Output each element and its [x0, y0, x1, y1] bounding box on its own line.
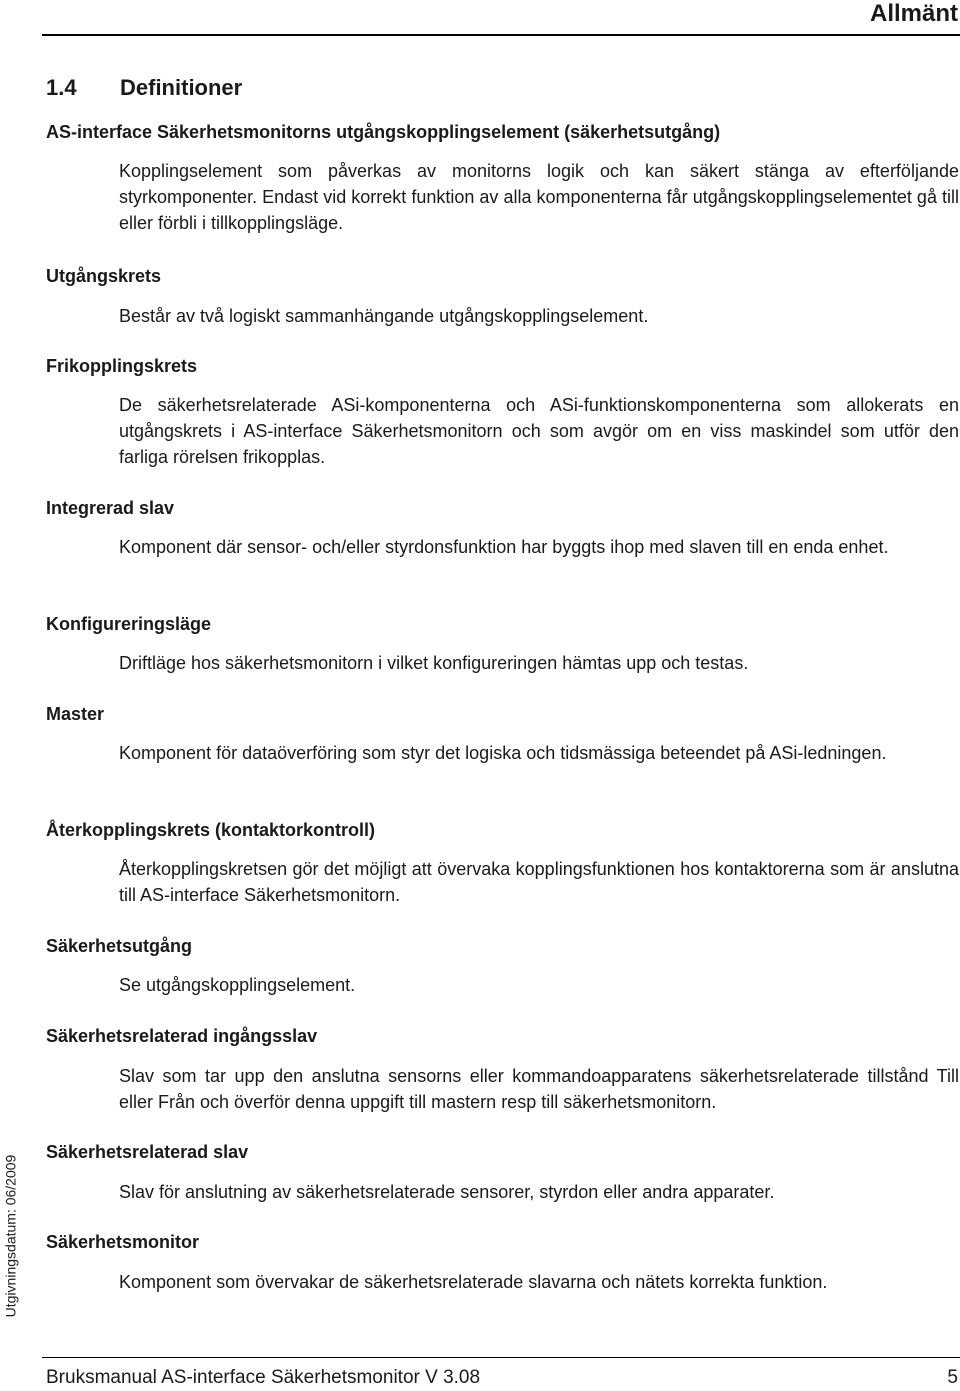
definition-text: Slav som tar upp den anslutna sensorns eller kommandoapparatens säkerhetsrelaterade tillstånd Till eller Från och överför denna uppgift till mastern resp till säkerhetsmonitorn.: [119, 1066, 959, 1112]
section-title: Definitioner: [120, 75, 243, 100]
definition-text: Driftläge hos säkerhetsmonitorn i vilket konfigureringen hämtas upp och testas.: [119, 653, 749, 673]
definition-text: De säkerhetsrelaterade ASi-komponenterna och ASi-funktionskomponenterna som allokerats en utgångskrets i AS-interface Säkerhetsmonitorn och som avgör om en viss maskindel som utför den farliga rörelsen frikopplas.: [119, 395, 959, 467]
definition-term: Frikopplingskrets: [46, 356, 198, 376]
definition-text: Se utgångskopplingselement.: [119, 975, 356, 995]
definition-term: AS-interface Säkerhetsmonitorns utgångskopplingselement (säkerhetsutgång): [46, 122, 721, 142]
definition-term: Utgångskrets: [46, 266, 162, 286]
definition-text: Består av två logiskt sammanhängande utgångskopplingselement.: [119, 306, 649, 326]
definition-term: Återkopplingskrets (kontaktorkontroll): [46, 820, 376, 840]
definition-term: Säkerhetsutgång: [46, 936, 193, 956]
header-divider: [42, 34, 960, 36]
footer-divider: [42, 1357, 960, 1358]
page-number: 5: [947, 1367, 958, 1388]
section-number: 1.4: [46, 75, 77, 100]
chapter-title: Allmänt: [869, 0, 958, 27]
section-heading: [46, 74, 242, 102]
issue-date-text: Utgivningsdatum: 06/2009: [2, 1154, 19, 1318]
definition-term: Säkerhetsrelaterad ingångsslav: [46, 1026, 318, 1046]
definition-term: Integrerad slav: [46, 498, 175, 518]
definition-text: Slav för anslutning av säkerhetsrelaterade sensorer, styrdon eller andra apparater.: [119, 1182, 775, 1202]
definition-text: Återkopplingskretsen gör det möjligt att övervaka kopplingsfunktionen hos kontaktorerna som är anslutna till AS-interface Säkerhetsmonitorn.: [119, 859, 959, 905]
issue-date-note: [0, 1148, 20, 1324]
definition-text: Komponent för dataöverföring som styr det logiska och tidsmässiga beteendet på ASi-ledningen.: [119, 743, 887, 763]
definition-text: Komponent som övervakar de säkerhetsrelaterade slavarna och nätets korrekta funktion.: [119, 1272, 828, 1292]
footer-manual-title: Bruksmanual AS-interface Säkerhetsmonitor V 3.08: [46, 1367, 481, 1388]
definition-term: Master: [46, 704, 105, 724]
definition-term: Konfigureringsläge: [46, 614, 212, 634]
definition-text: Kopplingselement som påverkas av monitorns logik och kan säkert stänga av efterföljande styrkomponenter. Endast vid korrekt funktion av alla komponenterna får utgångskopplingselementet gå till eller förbli i tillkopplingsläge.: [119, 161, 959, 233]
definition-term: Säkerhetsrelaterad slav: [46, 1142, 249, 1162]
definition-term: Säkerhetsmonitor: [46, 1232, 200, 1252]
definition-text: Komponent där sensor- och/eller styrdonsfunktion har byggts ihop med slaven till en enda enhet.: [119, 537, 889, 557]
